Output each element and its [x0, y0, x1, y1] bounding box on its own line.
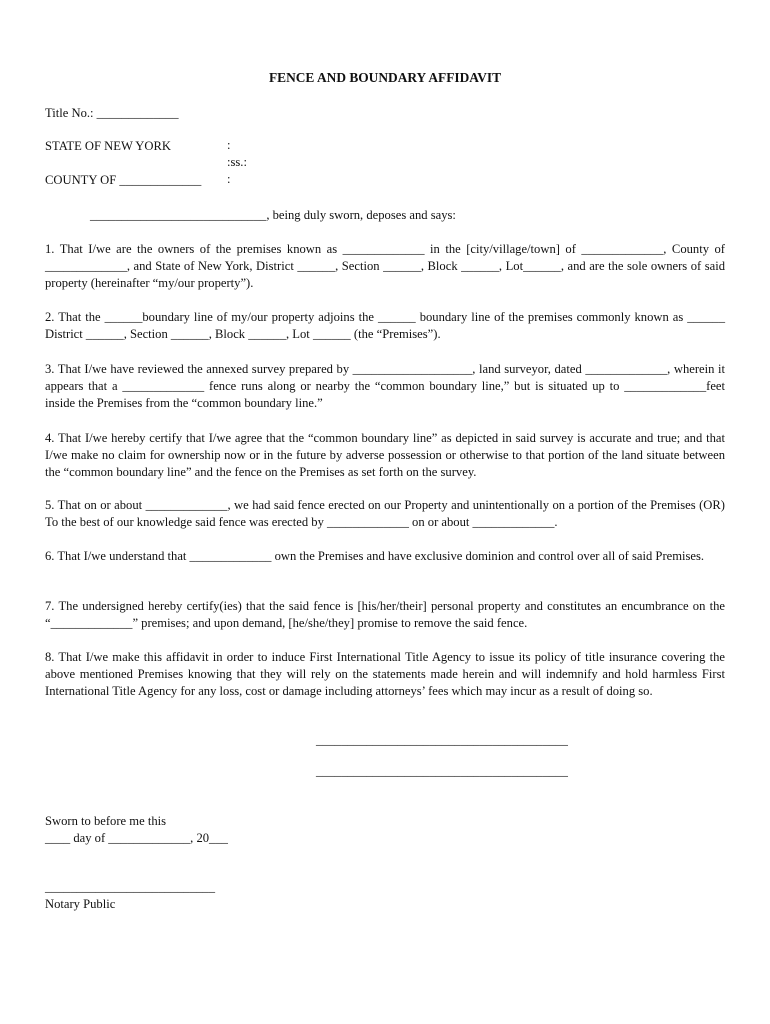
- venue-ss: :ss.:: [227, 155, 247, 169]
- sworn-date-line: ____ day of _____________, 20___: [45, 831, 228, 845]
- paragraph-8: 8. That I/we make this affidavit in order to induce First International Title Agency to issue its policy of title insurance covering the above mentioned Premises knowing that they will rely on the statements made herein and will indemnify and hold harmless First International Title Agency for any loss, cost or damage including attorneys’ fees which may incur as a result of doing so.: [45, 650, 725, 698]
- signature-line-2: ________________________________________: [316, 764, 568, 778]
- paragraph-7: 7. The undersigned hereby certify(ies) that the said fence is [his/her/their] personal property and constitutes an encumbrance on the “_____________” premises; and upon demand, [he/she/they] promise to remove the said fence.: [45, 599, 725, 630]
- state-label: STATE OF NEW YORK: [45, 139, 171, 153]
- deponent-line: ____________________________, being duly sworn, deposes and says:: [90, 208, 456, 222]
- paragraph-1: 1. That I/we are the owners of the premises known as _____________ in the [city/village/town] of _____________, County of _____________, and State of New York, District ______, Section ______, Block ______, Lot______, and are the sole owners of said property (hereinafter “my/our property”).: [45, 242, 725, 290]
- county-field: COUNTY OF _____________: [45, 173, 202, 187]
- paragraph-6: 6. That I/we understand that _____________ own the Premises and have exclusive dominion and control over all of said Premises.: [45, 549, 705, 563]
- document-title: FENCE AND BOUNDARY AFFIDAVIT: [268, 70, 502, 85]
- paragraph-3: 3. That I/we have reviewed the annexed survey prepared by ___________________, land surveyor, dated _____________, wherein it appears that a _____________ fence runs along or nearby the “common boundary line,” but is situated up to _____________feet inside the Premises from the “common boundary line.”: [45, 362, 725, 410]
- notary-public-label: Notary Public: [45, 897, 116, 911]
- notary-signature-line: ___________________________: [45, 880, 216, 894]
- sworn-statement: Sworn to before me this: [45, 814, 167, 828]
- paragraph-2: 2. That the ______boundary line of my/our property adjoins the ______ boundary line of the premises commonly known as ______ District ______, Section ______, Block ______, Lot ______ (the “Premises”).: [45, 310, 725, 341]
- paragraph-4: 4. That I/we hereby certify that I/we agree that the “common boundary line” as depicted in said survey is accurate and true; and that I/we make no claim for ownership now or in the future by adverse possession or otherwise to that portion of the land situate between the “common boundary line” and the fence on the Premises as set forth on the survey.: [45, 431, 725, 479]
- venue-colon-2: :: [227, 172, 231, 186]
- title-number-field: Title No.: _____________: [45, 106, 179, 120]
- paragraph-5: 5. That on or about _____________, we had said fence erected on our Property and unintentionally on a portion of the Premises (OR) To the best of our knowledge said fence was erected by _____________ on or about _____________.: [45, 498, 725, 529]
- venue-colon-1: :: [227, 138, 231, 152]
- signature-line-1: ________________________________________: [316, 733, 568, 747]
